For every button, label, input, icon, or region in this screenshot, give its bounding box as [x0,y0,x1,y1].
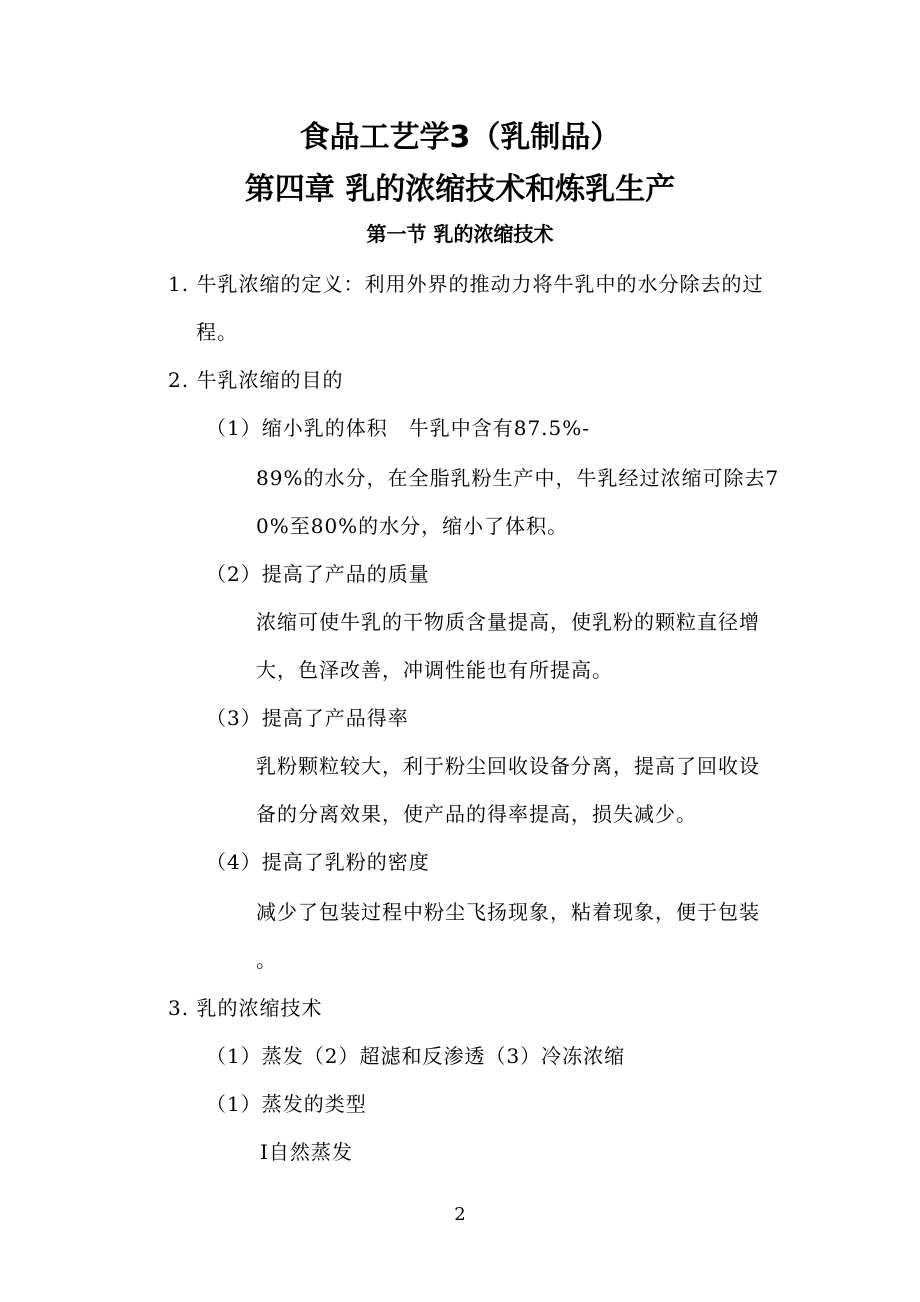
item2-sub1-line2: 0%至80%的水分，缩小了体积。 [256,514,569,538]
item3-type1: Ⅰ自然蒸发 [260,1140,353,1164]
item3-methods: （1）蒸发（2）超滤和反渗透（3）冷冻浓缩 [206,1044,626,1068]
item2-sub2-heading: （2）提高了产品的质量 [206,562,430,586]
item2-sub3-heading: （3）提高了产品得率 [206,706,409,730]
chapter-title: 第四章 乳的浓缩技术和炼乳生产 [244,172,676,207]
item3-heading: 3. 乳的浓缩技术 [168,996,323,1020]
document-title: 食品工艺学3（乳制品） [299,120,621,155]
item2-sub4-heading: （4）提高了乳粉的密度 [206,850,430,874]
section-title: 第一节 乳的浓缩技术 [366,222,554,246]
item2-sub1-heading: （1）缩小乳的体积 牛乳中含有87.5%- [206,416,591,440]
item3-sub-heading: （1）蒸发的类型 [206,1092,367,1116]
item2-heading: 2. 牛乳浓缩的目的 [168,368,344,392]
page-number: 2 [454,1204,466,1225]
item2-sub2-line1: 浓缩可使牛乳的干物质含量提高，使乳粉的颗粒直径增 [256,610,760,634]
item2-sub3-line2: 备的分离效果，使产品的得率提高，损失减少。 [256,802,697,826]
item2-sub1-line1: 89%的水分，在全脂乳粉生产中，牛乳经过浓缩可除去7 [256,466,780,490]
item2-sub4-line1: 减少了包装过程中粉尘飞扬现象，粘着现象，便于包装 [256,900,760,924]
item1-line1: 1. 牛乳浓缩的定义：利用外界的推动力将牛乳中的水分除去的过 [168,272,764,296]
item2-sub2-line2: 大，色泽改善，冲调性能也有所提高。 [256,658,613,682]
item2-sub3-line1: 乳粉颗粒较大，利于粉尘回收设备分离，提高了回收设 [256,754,760,778]
item1-line2: 程。 [196,320,238,344]
item2-sub4-line2: 。 [256,948,277,972]
